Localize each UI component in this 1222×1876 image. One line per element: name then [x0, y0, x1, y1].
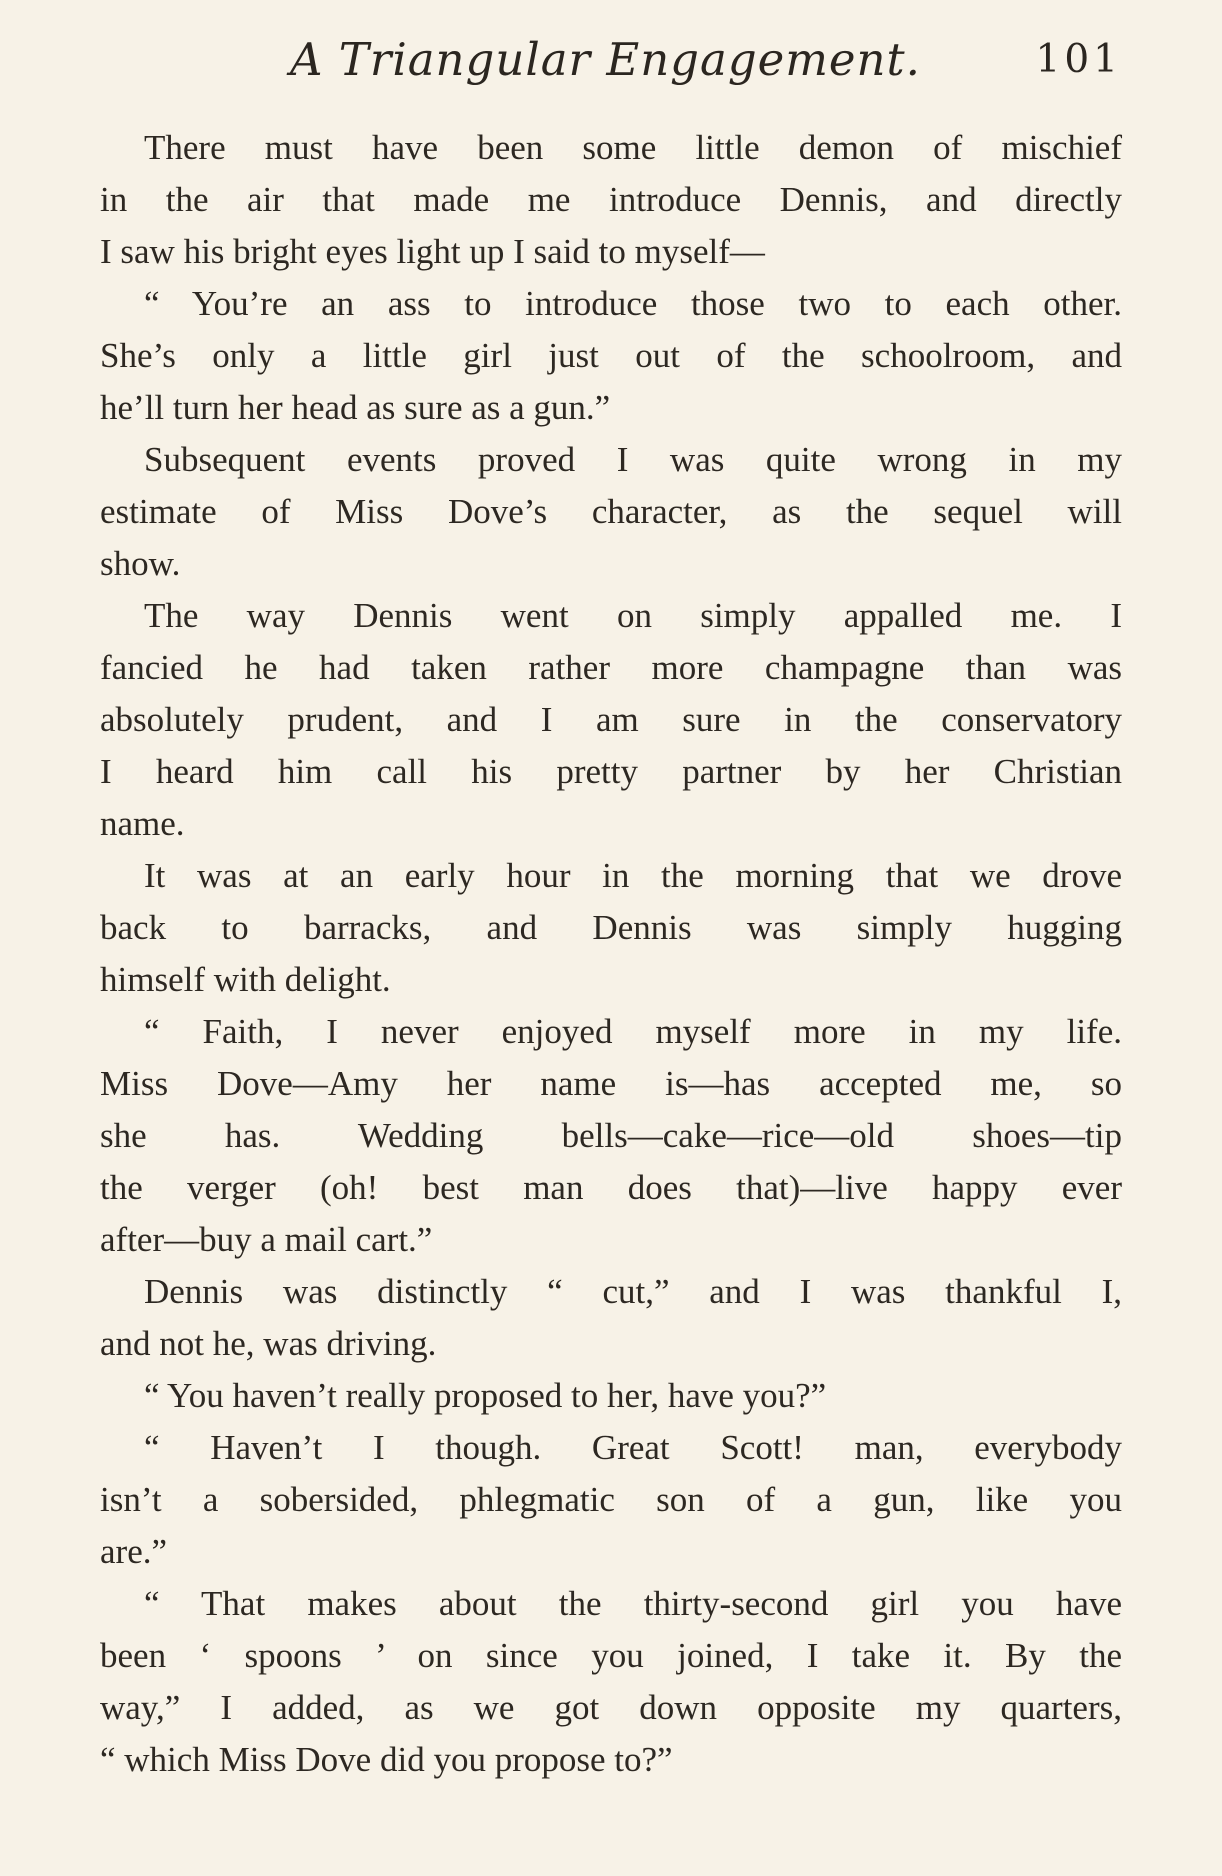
text-line: “ You haven’t really proposed to her, have you?”: [144, 1376, 827, 1415]
text-line: the verger (oh! best man does that)—live happy ever: [100, 1168, 1122, 1207]
text-line: himself with delight.: [100, 960, 391, 999]
text-line: “ Faith, I never enjoyed myself more in my life.: [144, 1012, 1122, 1051]
text-line: fancied he had taken rather more champagne than was: [100, 648, 1122, 687]
text-line: after—buy a mail cart.”: [100, 1220, 433, 1259]
text-line: “ which Miss Dove did you propose to?”: [100, 1740, 673, 1779]
text-line: Subsequent events proved I was quite wrong in my: [144, 440, 1122, 479]
text-line: I saw his bright eyes light up I said to myself—: [100, 232, 765, 271]
text-line: She’s only a little girl just out of the schoolroom, and: [100, 336, 1122, 375]
body-text: [100, 122, 1122, 1786]
text-line: show.: [100, 544, 181, 583]
text-line: There must have been some little demon of mischief: [144, 128, 1122, 167]
text-line: “ That makes about the thirty-second girl you have: [144, 1584, 1122, 1623]
text-line: The way Dennis went on simply appalled me. I: [144, 596, 1122, 635]
text-line: he’ll turn her head as sure as a gun.”: [100, 388, 611, 427]
text-line: in the air that made me introduce Dennis, and directly: [100, 180, 1122, 219]
text-line: I heard him call his pretty partner by her Christian: [100, 752, 1122, 791]
text-line: she has. Wedding bells—cake—rice—old shoes—tip: [100, 1116, 1122, 1155]
page-number: 101: [1035, 37, 1122, 82]
text-line: back to barracks, and Dennis was simply hugging: [100, 908, 1122, 947]
text-line: Miss Dove—Amy her name is—has accepted me, so: [100, 1064, 1122, 1103]
text-line: “ Haven’t I though. Great Scott! man, everybody: [144, 1428, 1122, 1467]
text-line: isn’t a sobersided, phlegmatic son of a gun, like you: [100, 1480, 1122, 1519]
text-line: been ‘ spoons ’ on since you joined, I take it. By the: [100, 1636, 1122, 1675]
text-line: “ You’re an ass to introduce those two to each other.: [144, 284, 1122, 323]
text-line: are.”: [100, 1532, 168, 1571]
text-line: way,” I added, as we got down opposite my quarters,: [100, 1688, 1122, 1727]
page-header: [100, 28, 1122, 92]
text-line: name.: [100, 804, 185, 843]
text-line: It was at an early hour in the morning that we drove: [144, 856, 1122, 895]
text-line: Dennis was distinctly “ cut,” and I was thankful I,: [144, 1272, 1122, 1311]
text-line: absolutely prudent, and I am sure in the conservatory: [100, 700, 1122, 739]
text-line: and not he, was driving.: [100, 1324, 437, 1363]
running-title: A Triangular Engagement.: [290, 33, 921, 86]
text-line: estimate of Miss Dove’s character, as the sequel will: [100, 492, 1122, 531]
